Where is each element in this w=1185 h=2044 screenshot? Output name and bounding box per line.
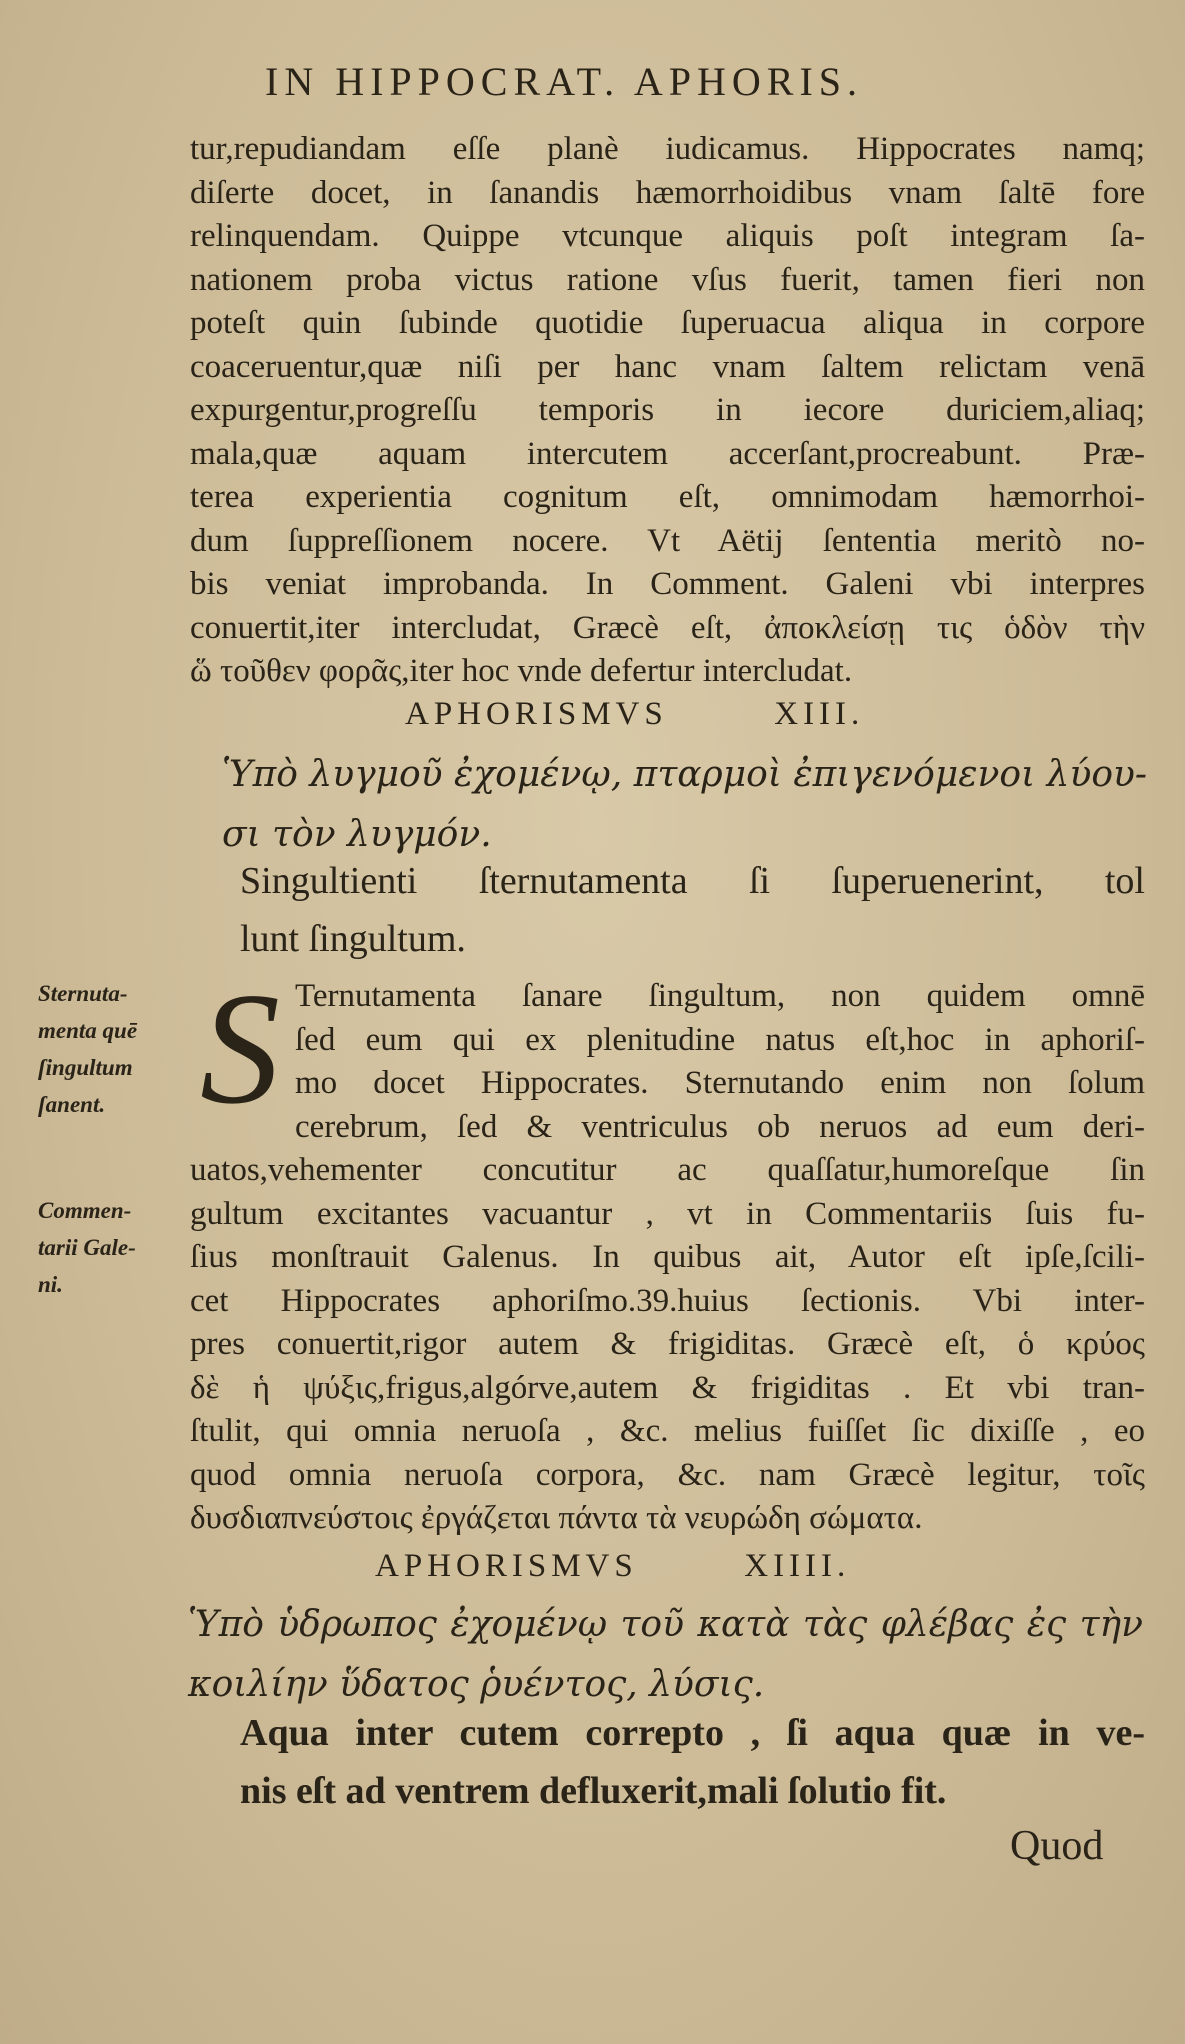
text-line: expurgentur,progreſſu temporis in iecore duriciem,aliaq;: [190, 392, 1145, 428]
margin-line: menta quē: [38, 1018, 138, 1043]
text-line: terea experientia cognitum eſt, omnimodam hæmorrhoi-: [190, 479, 1145, 515]
text-line: cerebrum, ſed & ventriculus ob neruos ad eum deri-: [295, 1108, 1145, 1145]
text-line: diſerte docet, in ſanandis hæmorrhoidibus vnam ſaltē fore: [190, 174, 1145, 211]
text-line: gultum excitantes vacuantur , vt in Commentariis ſuis fu-: [190, 1195, 1145, 1232]
text-line: δὲ ἡ ψύξις,frigus,algórve,autem & frigiditas . Et vbi tran-: [190, 1369, 1145, 1406]
text-line: nationem proba victus ratione vſus fuerit, tamen fieri non: [190, 261, 1145, 298]
text-line: Ternutamenta ſanare ſingultum, non quidem omnē: [295, 978, 1145, 1014]
greek-aphorism-13: [222, 745, 1148, 865]
greek-aphorism-14: [188, 1595, 1143, 1715]
margin-note-commentarii: [38, 1192, 188, 1303]
greek-line: σι τὸν λυγμόν.: [222, 814, 492, 855]
heading-word: APHORISMVS: [405, 696, 668, 732]
heading-word: APHORISMVS: [375, 1548, 638, 1584]
margin-note-sternutamenta: [38, 975, 188, 1123]
running-header: IN HIPPOCRAT. APHORIS.: [265, 59, 864, 104]
drop-capital: S: [200, 959, 280, 1137]
text-line: δυσδιαπνεύστοις ἐργάζεται πάντα τὰ νευρώδη σώματα.: [190, 1500, 923, 1536]
greek-line: Ὑπὸ λυγμοῦ ἐχομένῳ, πταρμοὶ ἐπιγενόμενοι λύου-: [222, 754, 1148, 795]
text-line: ſius monſtrauit Galenus. In quibus ait, Autor eſt ipſe,ſcili-: [190, 1239, 1145, 1275]
margin-line: Commen-: [38, 1198, 132, 1223]
text-line: bis veniat improbanda. In Comment. Galeni vbi interpres: [190, 566, 1145, 602]
latin-aphorism-13: [240, 852, 1145, 968]
margin-line: ni.: [38, 1272, 63, 1297]
text-line: mala,quæ aquam intercutem accerſant,procreabunt. Præ-: [190, 435, 1145, 472]
latin-line: lunt ſingultum.: [240, 918, 466, 960]
commentary-block-13-indented: [295, 975, 1145, 1149]
text-line: mo docet Hippocrates. Sternutando enim non ſolum: [295, 1065, 1145, 1101]
commentary-block-13-full: [190, 1149, 1145, 1541]
heading-number: XIIII.: [744, 1548, 851, 1584]
text-line: cet Hippocrates aphoriſmo.39.huius ſectionis. Vbi inter-: [190, 1282, 1145, 1319]
text-line: coaceruentur,quæ niſi per hanc vnam ſaltem relictam venā: [190, 348, 1145, 385]
text-line: dum ſuppreſſionem nocere. Vt Aëtij ſententia meritò no-: [190, 522, 1145, 559]
greek-line: κοιλίην ὕδατος ῥυέντος, λύσις.: [188, 1664, 765, 1705]
text-line: quod omnia neruoſa corpora, &c. nam Græcè legitur, τοῖς: [190, 1456, 1145, 1493]
text-line: relinquendam. Quippe vtcunque aliquis poſt integram ſa-: [190, 218, 1145, 254]
text-line: ὥ τοῦθεν φορᾶς,iter hoc vnde defertur intercludat.: [190, 653, 853, 689]
catchword: Quod: [1010, 1823, 1104, 1869]
margin-line: ſingultum: [38, 1055, 133, 1080]
text-line: ſed eum qui ex plenitudine natus eſt,hoc in aphoriſ-: [295, 1021, 1145, 1058]
latin-line: nis eſt ad ventrem defluxerit,mali ſolutio fit.: [240, 1770, 947, 1812]
aphorism-heading-13: [405, 696, 864, 733]
margin-line: ſanent.: [38, 1092, 106, 1117]
latin-line: Singultienti ſternutamenta ſi ſuperuenerint, tol: [240, 860, 1145, 902]
greek-line: Ὑπὸ ὑδρωπος ἐχομένῳ τοῦ κατὰ τὰς φλέβας ἐς τὴν: [188, 1604, 1143, 1645]
text-line: uatos,vehementer concutitur ac quaſſatur,humoreſque ſin: [190, 1152, 1145, 1188]
heading-number: XIII.: [774, 696, 865, 732]
text-line: poteſt quin ſubinde quotidie ſuperuacua aliqua in corpore: [190, 305, 1145, 341]
text-line: pres conuertit,rigor autem & frigiditas. Græcè eſt, ὁ κρύος: [190, 1326, 1145, 1362]
margin-line: Sternuta-: [38, 981, 128, 1006]
aphorism-heading-14: [375, 1548, 850, 1585]
latin-aphorism-14: [240, 1704, 1145, 1820]
text-line: ſtulit, qui omnia neruoſa , &c. melius fuiſſet ſic dixiſſe , eo: [190, 1413, 1145, 1449]
commentary-block-1: [190, 128, 1145, 694]
text-line: tur,repudiandam eſſe planè iudicamus. Hippocrates namq;: [190, 131, 1145, 167]
latin-line: Aqua inter cutem correpto , ſi aqua quæ in ve-: [240, 1712, 1145, 1754]
margin-line: tarii Gale-: [38, 1235, 136, 1260]
text-line: conuertit,iter intercludat, Græcè eſt, ἀποκλείσῃ τις ὁδὸν τὴν: [190, 609, 1145, 646]
